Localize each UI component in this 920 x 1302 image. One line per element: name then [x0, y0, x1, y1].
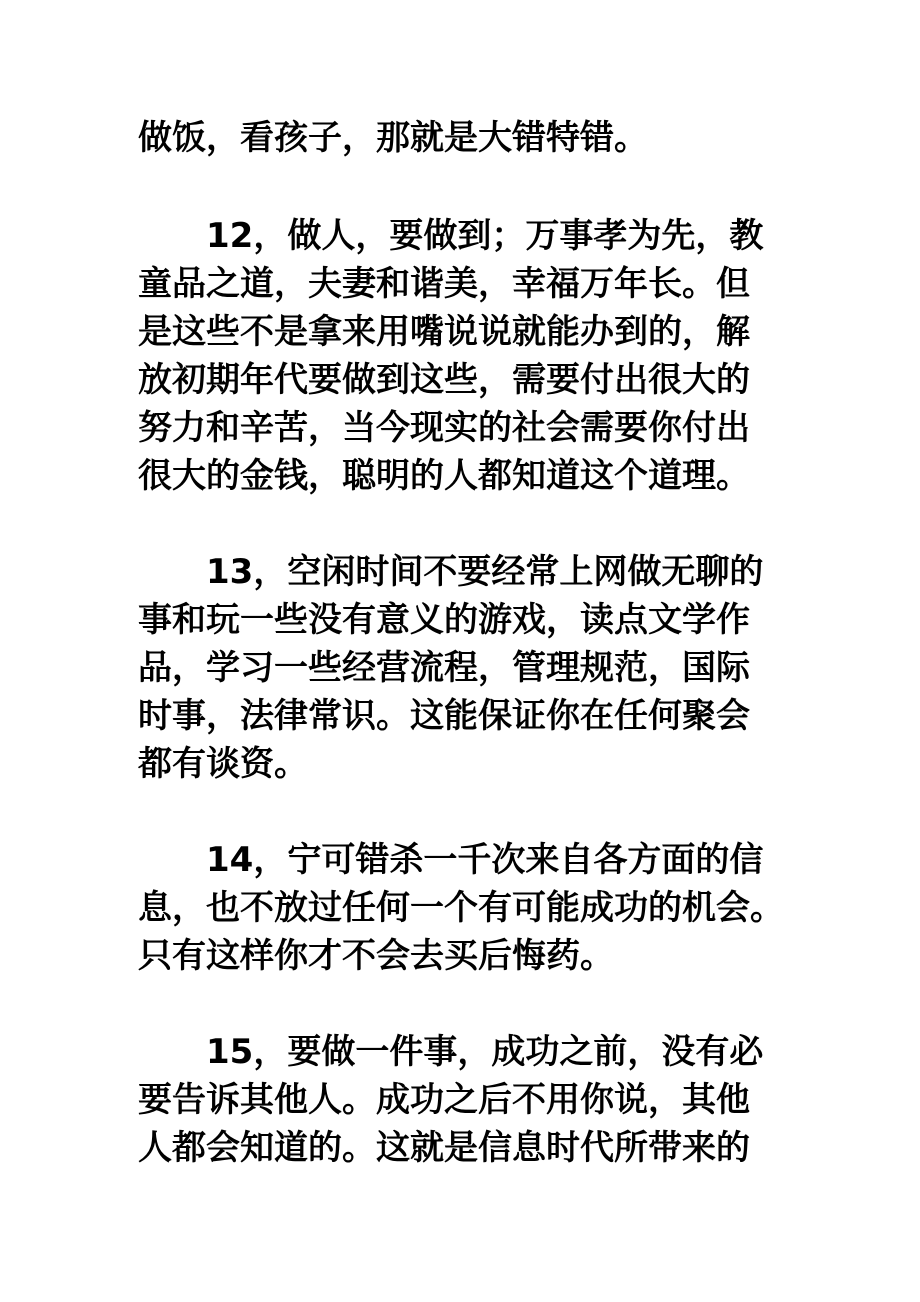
text-line: 做饭，看孩子，那就是大错特错。	[138, 118, 648, 158]
text-line: 童品之道，夫妻和谐美，幸福万年长。但	[138, 264, 750, 304]
text-line: 只有这样你才不会去买后悔药。	[138, 936, 614, 976]
paragraph-12-line: 12，做人，要做到；万事孝为先，教	[206, 216, 764, 256]
text-line: 人都会知道的。这就是信息时代所带来的	[138, 1128, 750, 1168]
text-line: 事和玩一些没有意义的游戏，读点文学作	[138, 600, 750, 640]
text-line: 时事，法律常识。这能保证你在任何聚会	[138, 696, 750, 736]
paragraph-15-line: 15，要做一件事，成功之前，没有必	[206, 1032, 764, 1072]
paragraph-13-line: 13，空闲时间不要经常上网做无聊的	[206, 552, 764, 592]
text-line: 要告诉其他人。成功之后不用你说，其他	[138, 1080, 750, 1120]
text-line: 是这些不是拿来用嘴说说就能办到的，解	[138, 312, 750, 352]
text-line: 放初期年代要做到这些，需要付出很大的	[138, 360, 750, 400]
text-line: 息，也不放过任何一个有可能成功的机会。	[138, 888, 784, 928]
text-line: 努力和辛苦，当今现实的社会需要你付出	[138, 408, 750, 448]
paragraph-14-line: 14，宁可错杀一千次来自各方面的信	[206, 840, 764, 880]
text-line: 品，学习一些经营流程，管理规范，国际	[138, 648, 750, 688]
text-line: 很大的金钱，聪明的人都知道这个道理。	[138, 456, 750, 496]
text-line: 都有谈资。	[138, 744, 308, 784]
